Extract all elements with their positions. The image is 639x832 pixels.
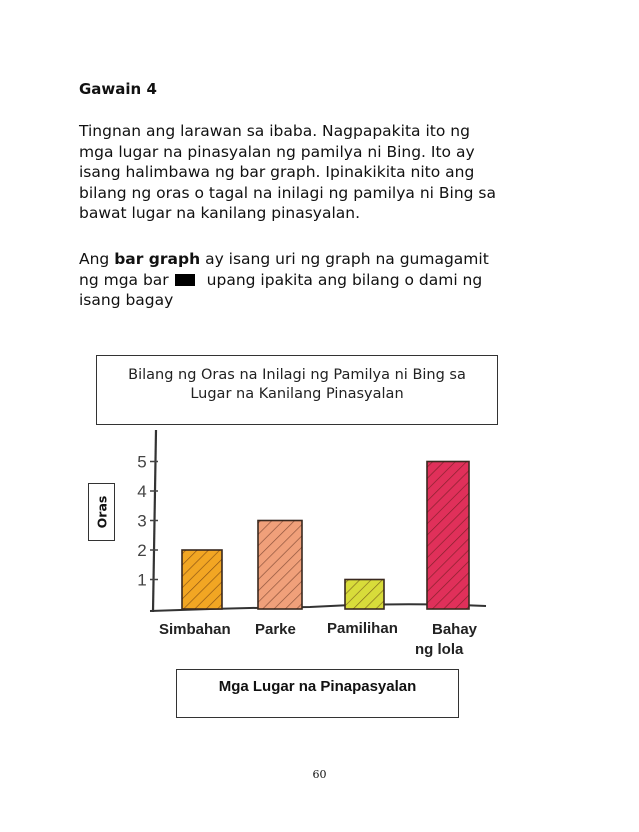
page-number: 60 [312,768,327,781]
chart-title-line: Bilang ng Oras na Inilagi ng Pamilya ni Bing sa [128,367,466,383]
paragraph-line: bawat lugar na kanilang pinasyalan. [79,204,361,222]
y-axis-label: Oras [94,495,109,529]
paragraph-line: mga lugar na pinasyalan ng pamilya ni Bing. Ito ay [79,142,475,161]
y-tick-label: 3 [137,511,147,531]
bar-graph-term: bar graph [114,250,201,268]
x-category-label: Parke [255,621,296,638]
y-tick-label: 4 [137,482,147,501]
definition-text: ay isang uri ng graph na gumagamit [200,250,489,268]
x-category-label: Pamilihan [327,620,398,637]
x-axis-label: Mga Lugar na Pinapasyalan [218,678,417,695]
bar-hatching [427,462,469,610]
definition-text: ng mga bar [79,270,169,289]
y-tick-label: 5 [137,452,147,472]
x-category-label: Simbahan [159,621,231,638]
bar-hatching [345,580,384,610]
definition-text: upang ipakita ang bilang o dami ng [206,270,483,289]
paragraph-line: bilang ng oras o tagal na inilagi ng pamilya ni Bing sa [79,183,497,202]
activity-heading: Gawain 4 [79,80,157,98]
x-axis-label-box [176,669,459,718]
x-category-label: ng lola [415,641,464,658]
bar-hatching [258,521,302,610]
paragraph-line: isang halimbawa ng bar graph. Ipinakikita nito ang [79,163,475,181]
paragraph-line: Tingnan ang larawan sa ibaba. Nagpapakita ito ng [79,122,470,140]
definition-text: Ang [79,250,115,268]
x-category-label: Bahay [432,621,478,638]
chart-title-line: Lugar na Kanilang Pinasyalan [190,386,404,402]
bar-hatching [182,550,222,609]
y-tick-label: 2 [137,541,147,560]
definition-text: isang bagay [79,291,174,309]
y-tick-label: 1 [137,570,147,590]
